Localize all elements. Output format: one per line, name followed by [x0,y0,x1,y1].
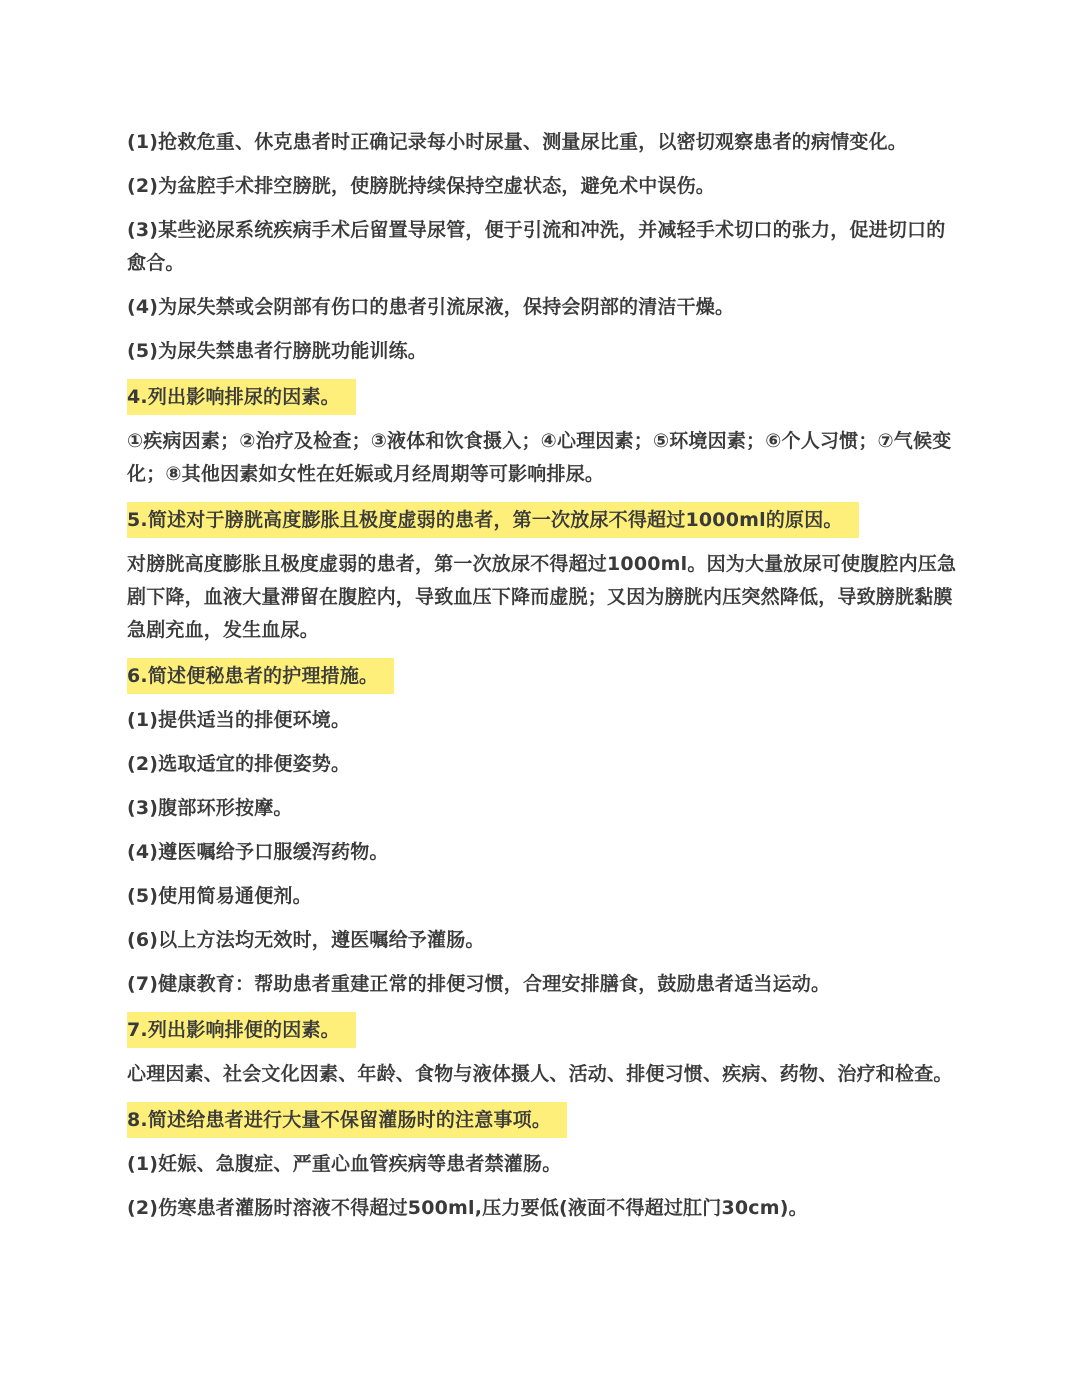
item-6-1: (1)提供适当的排便环境。 [127,709,351,731]
question-5-heading: 5.简述对于膀胱高度膨胀且极度虚弱的患者，第一次放尿不得超过1000ml的原因。 [127,502,859,538]
item-6-6: (6)以上方法均无效时，遵医嘱给予灌肠。 [127,929,485,951]
item-1-3: (3)某些泌尿系统疾病手术后留置导尿管，便于引流和冲洗，并减轻手术切口的张力，促进切口的愈合。 [127,219,946,274]
question-7-heading: 7.列出影响排便的因素。 [127,1012,356,1048]
item-6-5: (5)使用简易通便剂。 [127,885,312,907]
question-6-heading: 6.简述便秘患者的护理措施。 [127,658,394,694]
answer-7: 心理因素、社会文化因素、年龄、食物与液体摄人、活动、排便习惯、疾病、药物、治疗和检查。 [127,1063,953,1085]
document-body [127,126,957,1236]
question-8-heading: 8.简述给患者进行大量不保留灌肠时的注意事项。 [127,1102,567,1138]
item-1-1: (1)抢救危重、休克患者时正确记录每小时尿量、测量尿比重，以密切观察患者的病情变化。 [127,131,907,153]
item-1-5: (5)为尿失禁患者行膀胱功能训练。 [127,340,427,362]
item-1-2: (2)为盆腔手术排空膀胱，使膀胱持续保持空虚状态，避免术中误伤。 [127,175,715,197]
item-8-1: (1)妊娠、急腹症、严重心血管疾病等患者禁灌肠。 [127,1153,562,1175]
item-1-4: (4)为尿失禁或会阴部有伤口的患者引流尿液，保持会阴部的清洁干燥。 [127,296,735,318]
item-6-7: (7)健康教育：帮助患者重建正常的排便习惯，合理安排膳食，鼓励患者适当运动。 [127,973,831,995]
answer-5: 对膀胱高度膨胀且极度虚弱的患者，第一次放尿不得超过1000ml。因为大量放尿可使腹腔内压急剧下降，血液大量滞留在腹腔内，导致血压下降而虚脱；又因为膀胱内压突然降低，导致膀胱黏膜急剧充血，发生血尿。 [127,553,957,641]
question-4-heading: 4.列出影响排尿的因素。 [127,379,356,415]
item-6-3: (3)腹部环形按摩。 [127,797,293,819]
item-6-4: (4)遵医嘱给予口服缓泻药物。 [127,841,389,863]
item-6-2: (2)选取适宜的排便姿势。 [127,753,351,775]
item-8-2: (2)伤寒患者灌肠时溶液不得超过500ml,压力要低(液面不得超过肛门30cm)。 [127,1197,808,1219]
answer-4: ①疾病因素；②治疗及检查；③液体和饮食摄入；④心理因素；⑤环境因素；⑥个人习惯；⑦气候变化；⑧其他因素如女性在妊娠或月经周期等可影响排尿。 [127,430,952,485]
